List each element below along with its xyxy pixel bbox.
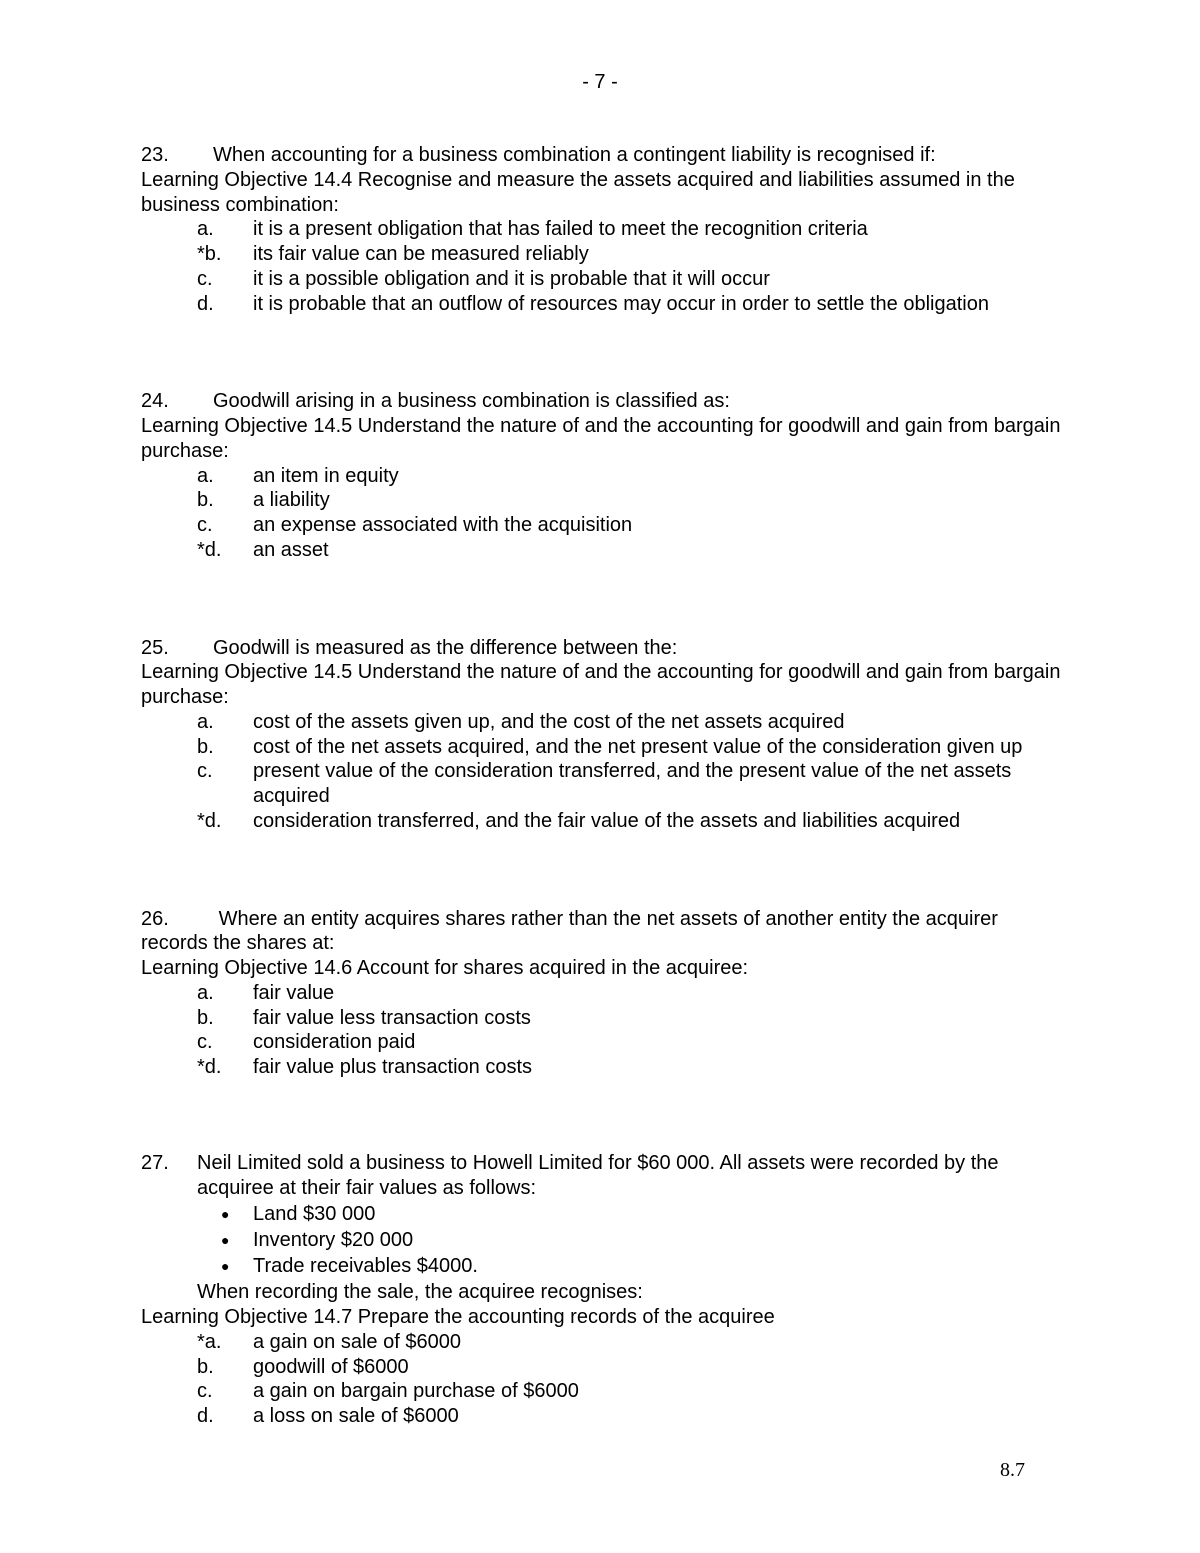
list-item bbox=[221, 1227, 1061, 1253]
question-number: 27. bbox=[141, 1151, 169, 1174]
option-text: consideration paid bbox=[253, 1031, 416, 1054]
option-text: fair value less transaction costs bbox=[253, 1006, 531, 1029]
option-text: a liability bbox=[253, 489, 330, 512]
option-text: consideration transferred, and the fair value of the assets and liabilities acquired bbox=[253, 809, 961, 832]
answer-option bbox=[141, 513, 1061, 538]
answer-option bbox=[141, 267, 1061, 292]
option-text: fair value bbox=[253, 981, 335, 1004]
answer-option bbox=[141, 981, 1061, 1006]
question-number: 25. bbox=[141, 636, 169, 659]
list-item bbox=[221, 1253, 1061, 1279]
option-text: cost of the net assets acquired, and the net present value of the consideration given up bbox=[253, 735, 1023, 758]
bullet-icon: ● bbox=[221, 1232, 230, 1249]
question-25 bbox=[141, 636, 1061, 834]
option-letter: *b. bbox=[197, 243, 222, 265]
list-item-text: Trade receivables $4000. bbox=[253, 1255, 478, 1278]
answer-option bbox=[141, 735, 1061, 760]
page-code-footer: 8.7 bbox=[1000, 1459, 1025, 1481]
answer-option bbox=[141, 759, 1061, 809]
list-item-text: Land $30 000 bbox=[253, 1203, 376, 1226]
option-text: its fair value can be measured reliably bbox=[253, 243, 589, 265]
option-letter: *d. bbox=[197, 1056, 222, 1078]
option-letter: *d. bbox=[197, 809, 222, 832]
learning-objective: Learning Objective 14.6 Account for shares acquired in the acquiree: bbox=[141, 957, 749, 979]
option-letter: b. bbox=[197, 489, 214, 512]
answer-option bbox=[141, 1404, 1061, 1429]
list-item bbox=[221, 1201, 1061, 1227]
question-number: 26. bbox=[141, 907, 169, 930]
question-number: 24. bbox=[141, 390, 169, 413]
option-letter: c. bbox=[197, 760, 213, 783]
question-stem: Neil Limited sold a business to Howell Limited for $60 000. All assets were recorded by the acquiree at their fair values as follows: bbox=[197, 1151, 999, 1199]
bullet-icon: ● bbox=[221, 1206, 230, 1223]
learning-objective: Learning Objective 14.5 Understand the nature of and the accounting for goodwill and gain from bargain purchase: bbox=[141, 661, 1061, 708]
answer-option bbox=[141, 1030, 1061, 1055]
answer-option bbox=[141, 1379, 1061, 1404]
option-letter: c. bbox=[197, 1380, 213, 1403]
answer-option bbox=[141, 488, 1061, 513]
option-text: it is a present obligation that has failed to meet the recognition criteria bbox=[253, 218, 868, 241]
option-text: it is probable that an outflow of resources may occur in order to settle the obligation bbox=[253, 292, 989, 315]
answer-option bbox=[141, 1055, 1061, 1080]
option-letter: *d. bbox=[197, 538, 222, 561]
answer-option bbox=[141, 242, 1061, 267]
question-stem-tail: When recording the sale, the acquiree recognises: bbox=[197, 1281, 643, 1304]
option-letter: *a. bbox=[197, 1330, 222, 1353]
answer-option bbox=[141, 1330, 1061, 1355]
option-text: present value of the consideration transferred, and the present value of the net assets acquired bbox=[253, 760, 1012, 807]
option-letter: b. bbox=[197, 735, 214, 758]
answer-option bbox=[141, 710, 1061, 735]
question-26 bbox=[141, 907, 1061, 1080]
option-text: an item in equity bbox=[253, 464, 399, 487]
bullet-icon: ● bbox=[221, 1258, 230, 1275]
question-stem: Goodwill arising in a business combination is classified as: bbox=[213, 390, 730, 413]
option-letter: b. bbox=[197, 1006, 214, 1029]
option-letter: b. bbox=[197, 1355, 214, 1378]
option-letter: c. bbox=[197, 1031, 213, 1054]
page-number-header: - 7 - bbox=[582, 71, 618, 93]
answer-option bbox=[141, 538, 1061, 563]
option-text: fair value plus transaction costs bbox=[253, 1056, 533, 1078]
answer-option bbox=[141, 1006, 1061, 1031]
list-item-text: Inventory $20 000 bbox=[253, 1229, 414, 1252]
learning-objective: Learning Objective 14.5 Understand the nature of and the accounting for goodwill and gain from bargain purchase: bbox=[141, 415, 1061, 462]
option-text: an expense associated with the acquisition bbox=[253, 514, 633, 536]
option-letter: a. bbox=[197, 710, 214, 733]
question-stem: Goodwill is measured as the difference between the: bbox=[213, 636, 678, 659]
question-24 bbox=[141, 389, 1061, 562]
answer-option bbox=[141, 464, 1061, 489]
answer-option bbox=[141, 1355, 1061, 1380]
learning-objective: Learning Objective 14.4 Recognise and measure the assets acquired and liabilities assumed in the business combination: bbox=[141, 168, 1015, 216]
option-text: goodwill of $6000 bbox=[253, 1355, 409, 1378]
option-text: a gain on sale of $6000 bbox=[253, 1330, 461, 1353]
asset-list bbox=[141, 1201, 1061, 1279]
option-letter: d. bbox=[197, 1405, 214, 1427]
answer-option bbox=[141, 292, 1061, 317]
question-stem: Where an entity acquires shares rather than the net assets of another entity the acquirer records the shares at: bbox=[141, 907, 998, 955]
option-letter: a. bbox=[197, 218, 214, 241]
answer-option bbox=[141, 809, 1061, 834]
option-text: cost of the assets given up, and the cost of the net assets acquired bbox=[253, 710, 845, 733]
question-23 bbox=[141, 143, 1061, 316]
option-letter: d. bbox=[197, 292, 214, 315]
option-text: it is a possible obligation and it is probable that it will occur bbox=[253, 267, 770, 290]
question-list bbox=[141, 143, 1061, 1429]
option-letter: a. bbox=[197, 981, 214, 1004]
question-27 bbox=[141, 1151, 1061, 1429]
option-text: a gain on bargain purchase of $6000 bbox=[253, 1380, 579, 1403]
option-letter: a. bbox=[197, 464, 214, 487]
option-letter: c. bbox=[197, 514, 213, 536]
question-stem: When accounting for a business combination a contingent liability is recognised if: bbox=[213, 144, 936, 166]
learning-objective: Learning Objective 14.7 Prepare the accounting records of the acquiree bbox=[141, 1306, 775, 1328]
question-number: 23. bbox=[141, 144, 169, 166]
option-letter: c. bbox=[197, 267, 213, 290]
answer-option bbox=[141, 217, 1061, 242]
option-text: a loss on sale of $6000 bbox=[253, 1405, 459, 1427]
option-text: an asset bbox=[253, 538, 329, 561]
